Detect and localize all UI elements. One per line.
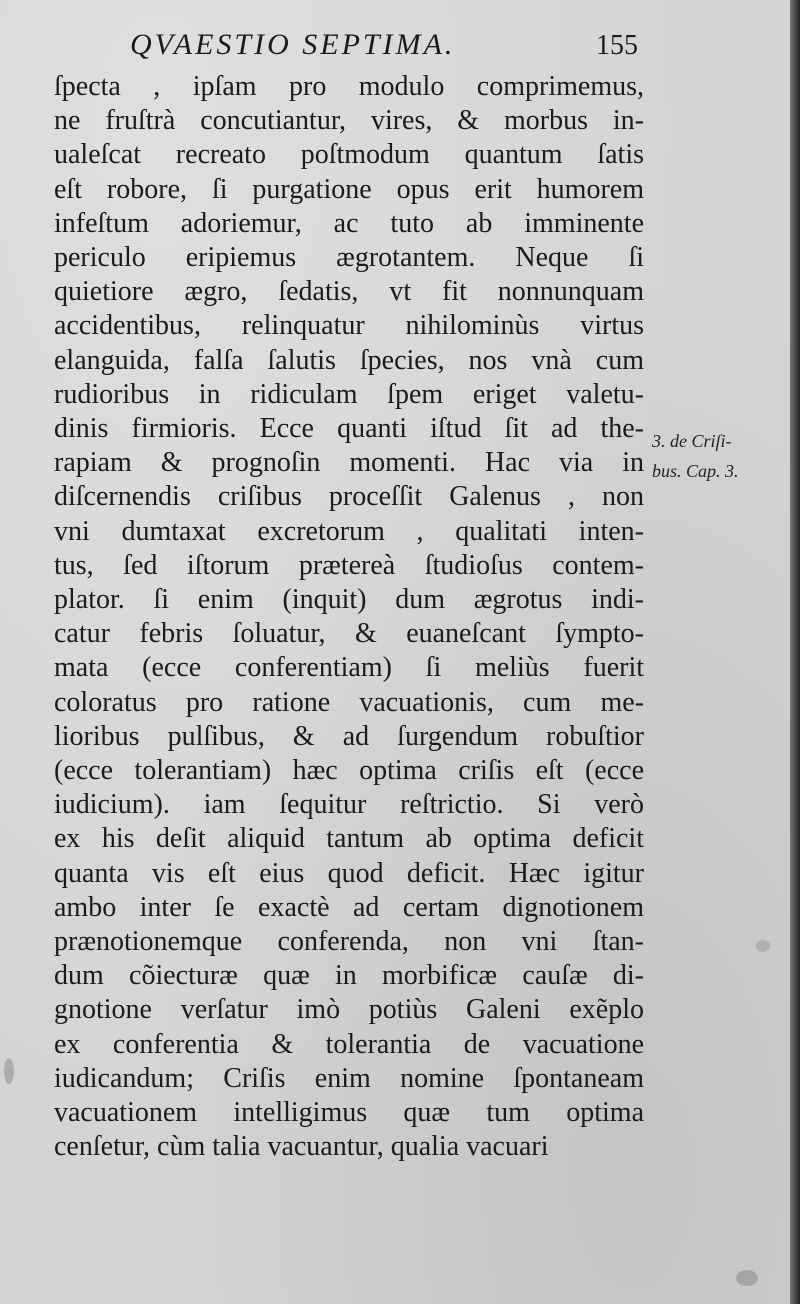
text-line: infeſtum adoriemur, ac tuto ab imminente [54,207,644,239]
text-line: mata (ecce conferentiam) ſi meliùs fuerit [54,652,644,684]
text-line: iudicium). iam ſequitur reſtrictio. Si verò [54,789,644,821]
text-line: ne fruſtrà concutiantur, vires, & morbus in- [54,105,644,137]
text-line: eſt robore, ſi purgatione opus erit humorem [54,173,644,205]
text-line: plator. ſi enim (inquit) dum ægrotus indi- [54,584,644,616]
text-line: (ecce tolerantiam) hæc optima criſis eſt (ecce [54,755,644,787]
text-line: vacuationem intelligimus quæ tum optima [54,1097,644,1129]
text-line: lioribus pulſibus, & ad ſurgendum robuſtior [54,720,644,752]
body-text [54,70,644,1165]
paper-stain [4,1058,14,1084]
paper-stain [756,940,770,952]
text-line: ambo inter ſe exactè ad certam dignotionem [54,891,644,923]
text-line: gnotione verſatur imò potiùs Galeni exẽplo [54,994,644,1026]
marginal-note-line: 3. de Criſi- [652,431,732,451]
text-line: vni dumtaxat excretorum , qualitati inten- [54,515,644,547]
text-line: dinis firmioris. Ecce quanti iſtud ſit ad the- [54,413,644,445]
text-line: ualeſcat recreato poſtmodum quantum ſatis [54,139,644,171]
paper-stain [736,1270,758,1286]
text-line: rudioribus in ridiculam ſpem eriget valetu- [54,378,644,410]
text-line: coloratus pro ratione vacuationis, cum me- [54,686,644,718]
marginal-note-line: bus. Cap. 3. [652,461,739,481]
running-head: QVAESTIO SEPTIMA. [130,28,456,61]
text-line: ex his deſit aliquid tantum ab optima deficit [54,823,644,855]
text-line: prænotionemque conferenda, non vni ſtan- [54,926,644,958]
text-line: quietiore ægro, ſedatis, vt fit nonnunquam [54,276,644,308]
text-line: cenſetur, cùm talia vacuantur, qualia vacuari [54,1131,549,1163]
marginal-note [652,426,782,486]
text-line: accidentibus, relinquatur nihilominùs virtus [54,310,644,342]
page-number: 155 [596,30,638,61]
text-line: iudicandum; Criſis enim nomine ſpontaneam [54,1062,644,1094]
text-line: rapiam & prognoſin momenti. Hac via in [54,447,644,479]
text-line: quanta vis eſt eius quod deficit. Hæc igitur [54,857,644,889]
text-line: ex conferentia & tolerantia de vacuatione [54,1028,644,1060]
text-line: elanguida, falſa ſalutis ſpecies, nos vnà cum [54,344,644,376]
text-line: catur febris ſoluatur, & euaneſcant ſympto- [54,618,644,650]
text-line: periculo eripiemus ægrotantem. Neque ſi [54,242,644,274]
text-line: diſcernendis criſibus proceſſit Galenus , non [54,481,644,513]
text-line: ſpecta , ipſam pro modulo comprimemus, [54,71,644,102]
text-line: tus, ſed iſtorum prætereà ſtudioſus contem- [54,549,644,581]
text-line: dum cõiecturæ quæ in morbificæ cauſæ di- [54,960,644,992]
page-edge-shadow [790,0,800,1304]
